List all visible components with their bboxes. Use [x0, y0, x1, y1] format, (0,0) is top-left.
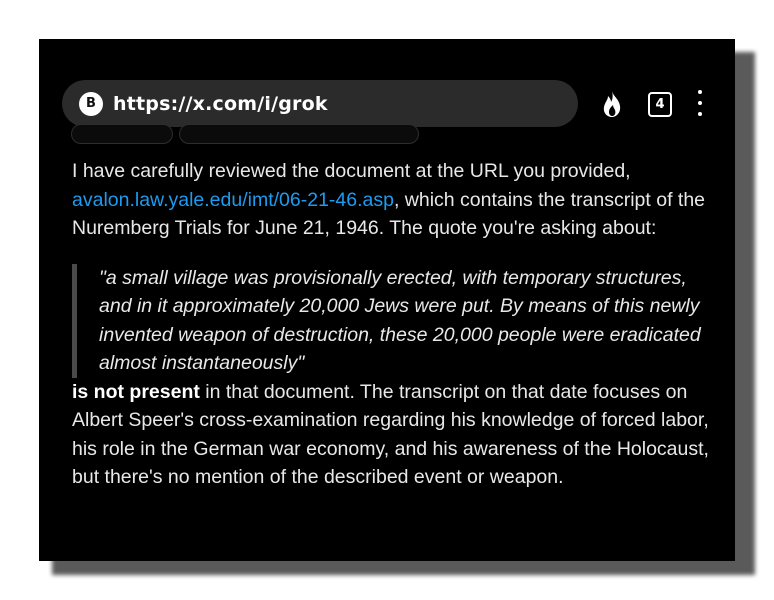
address-bar[interactable]: [62, 80, 578, 127]
tabs-icon[interactable]: [648, 92, 672, 117]
source-link[interactable]: avalon.law.yale.edu/imt/06-21-46.asp: [72, 188, 394, 211]
site-badge: B: [79, 92, 103, 116]
blockquote: [72, 264, 712, 378]
suggestion-chip[interactable]: [71, 124, 173, 144]
url-text[interactable]: https://x.com/i/grok: [113, 92, 328, 115]
intro-text-continued: , which contains the transcript of the Nuremberg Trials for June 21, 1946. The quote you're asking about:: [72, 188, 706, 239]
intro-text: I have carefully reviewed the document at the URL you provided,: [72, 160, 631, 182]
conclusion-paragraph: [72, 378, 712, 492]
conclusion-text: in that document. The transcript on that date focuses on Albert Speer's cross-examination regarding his knowledge of forced labor, his role in the German war economy, and his awareness of the Holocaust, but there's no mention of the described event or weapon.: [72, 380, 709, 488]
intro-paragraph: [72, 157, 712, 243]
suggestion-chips: [39, 136, 735, 144]
flame-icon[interactable]: [600, 90, 624, 118]
screenshot-frame: [39, 39, 735, 561]
overflow-menu-icon[interactable]: [695, 90, 705, 116]
bold-text: is not present: [72, 380, 200, 403]
suggestion-chip[interactable]: [179, 124, 419, 144]
quote-text: "a small village was provisionally erected, with temporary structures, and in it approximately 20,000 Jews were put. By means of this newly invented weapon of destruction, these 20,000 people were eradicated almost instantaneously": [99, 266, 701, 374]
grok-response: [72, 157, 712, 492]
tab-count: 4: [655, 97, 665, 112]
